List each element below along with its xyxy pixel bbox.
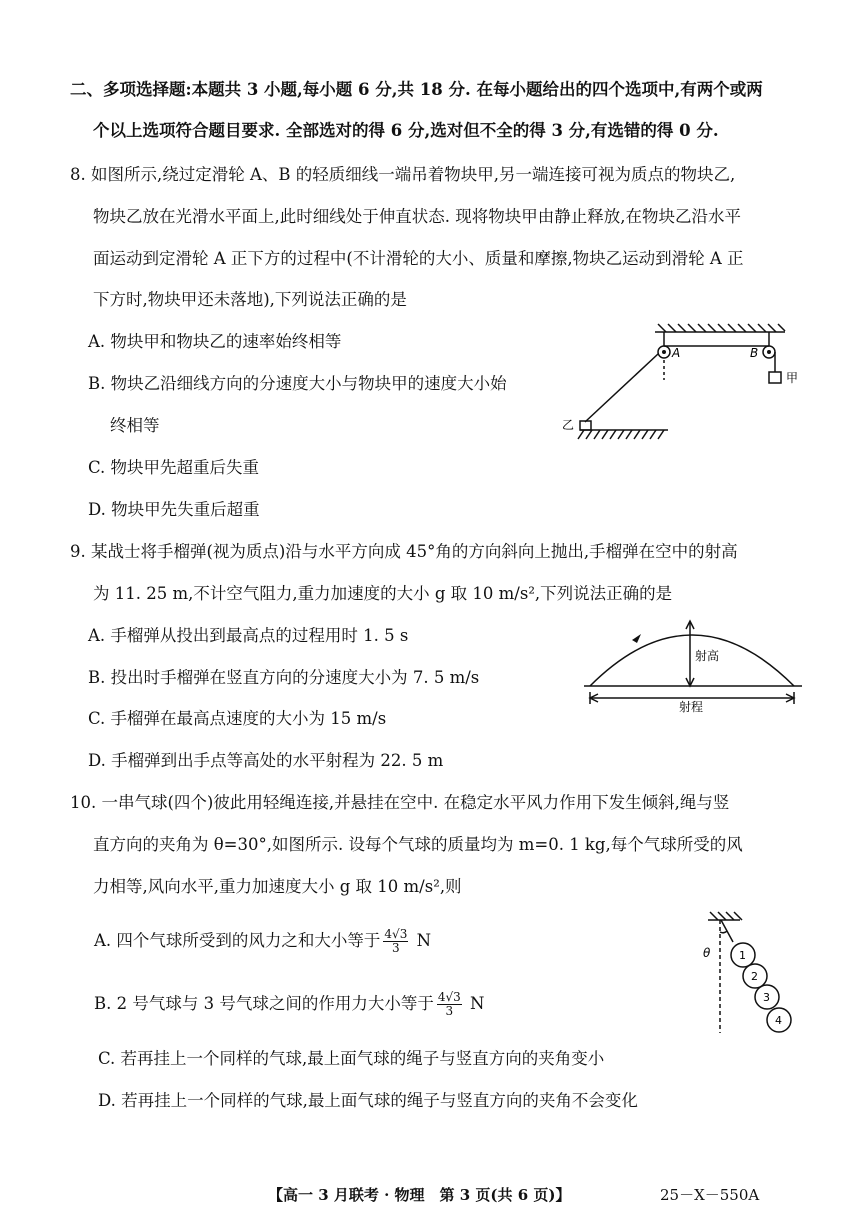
- q9-stem-line1: 9. 某战士将手榴弹(视为质点)沿与水平方向成 45°角的方向斜向上抛出,手榴弹在空中的射高: [70, 542, 738, 561]
- q9-option-a: A. 手榴弹从投出到最高点的过程用时 1. 5 s: [88, 626, 409, 645]
- q10-stem-line1: 10. 一串气球(四个)彼此用轻绳连接,并悬挂在空中. 在稳定水平风力作用下发生倾斜,绳与竖: [70, 793, 730, 812]
- page-footer: 【高一 3 月联考 · 物理 第 3 页(共 6 页)】: [268, 1186, 571, 1204]
- q9-option-c: C. 手榴弹在最高点速度的大小为 15 m/s: [88, 709, 387, 728]
- paper-code: 25－X－550A: [660, 1186, 760, 1204]
- q8-label-yi: 乙: [562, 418, 575, 432]
- section-heading-line1: 二、多项选择题:本题共 3 小题,每小题 6 分,共 18 分. 在每小题给出的四个选项中,有两个或两: [70, 80, 763, 99]
- q10-option-a-unit: N: [416, 931, 432, 950]
- q8-pulley-figure: [558, 318, 808, 443]
- q9-option-d: D. 手榴弹到出手点等高处的水平射程为 22. 5 m: [88, 751, 444, 770]
- q10-stem-line2: 直方向的夹角为 θ=30°,如图所示. 设每个气球的质量均为 m=0. 1 kg,每个气球所受的风: [93, 835, 743, 854]
- fraction-numerator: 4√3: [384, 927, 408, 941]
- balloon-label-2: 2: [751, 970, 758, 983]
- q8-option-a: A. 物块甲和物块乙的速率始终相等: [88, 332, 342, 351]
- q10-option-b-unit: N: [470, 994, 485, 1013]
- balloon-label-1: 1: [739, 949, 746, 962]
- fraction-numerator: 4√3: [437, 990, 461, 1004]
- q10-option-b-text: B. 2 号气球与 3 号气球之间的作用力大小等于: [94, 994, 434, 1013]
- q8-option-c: C. 物块甲先超重后失重: [88, 458, 260, 477]
- q8-stem-line1: 8. 如图所示,绕过定滑轮 A、B 的轻质细线一端吊着物块甲,另一端连接可视为质点的物块乙,: [70, 165, 736, 184]
- q8-label-a: A: [672, 346, 681, 360]
- q8-stem-line2: 物块乙放在光滑水平面上,此时细线处于伸直状态. 现将物块甲由静止释放,在物块乙沿水平: [93, 207, 741, 226]
- q10-option-c: C. 若再挂上一个同样的气球,最上面气球的绳子与竖直方向的夹角变小: [98, 1049, 605, 1068]
- q10-option-a: [94, 928, 431, 955]
- q9-trajectory-figure: [582, 610, 807, 714]
- q10-option-d: D. 若再挂上一个同样的气球,最上面气球的绳子与竖直方向的夹角不会变化: [98, 1091, 638, 1110]
- section-heading-line2: 个以上选项符合题目要求. 全部选对的得 6 分,选对但不全的得 3 分,有选错的得 0 分.: [93, 121, 719, 140]
- q10-theta-label: θ: [703, 946, 711, 960]
- fraction-denominator: 3: [445, 1004, 454, 1018]
- q8-stem-line4: 下方时,物块甲还未落地),下列说法正确的是: [93, 290, 407, 309]
- q8-option-d: D. 物块甲先失重后超重: [88, 500, 260, 519]
- q8-stem-line3: 面运动到定滑轮 A 正下方的过程中(不计滑轮的大小、质量和摩擦,物块乙运动到滑轮 A 正: [93, 249, 744, 268]
- q10-option-b-fraction: [437, 991, 462, 1018]
- q8-label-b: B: [750, 346, 759, 360]
- balloon-label-4: 4: [775, 1014, 782, 1027]
- q9-label-range: 射程: [679, 700, 704, 714]
- balloon-label-3: 3: [763, 991, 770, 1004]
- q8-option-b-line2: 终相等: [110, 416, 160, 435]
- q10-option-a-text: A. 四个气球所受到的风力之和大小等于: [94, 931, 381, 950]
- q10-balloon-figure: [700, 905, 805, 1040]
- q9-label-height: 射高: [695, 649, 720, 663]
- q9-stem-line2: 为 11. 25 m,不计空气阻力,重力加速度的大小 g 取 10 m/s²,下列说法正确的是: [93, 584, 673, 603]
- q8-label-jia: 甲: [786, 371, 799, 385]
- q10-option-a-fraction: [383, 928, 408, 955]
- q10-stem-line3: 力相等,风向水平,重力加速度大小 g 取 10 m/s²,则: [93, 877, 462, 896]
- trajectory-arrow-icon: [632, 634, 641, 643]
- q10-option-b: [94, 991, 484, 1018]
- q9-option-b: B. 投出时手榴弹在竖直方向的分速度大小为 7. 5 m/s: [88, 668, 480, 687]
- fraction-denominator: 3: [392, 941, 400, 955]
- q8-option-b-line1: B. 物块乙沿细线方向的分速度大小与物块甲的速度大小始: [88, 374, 507, 393]
